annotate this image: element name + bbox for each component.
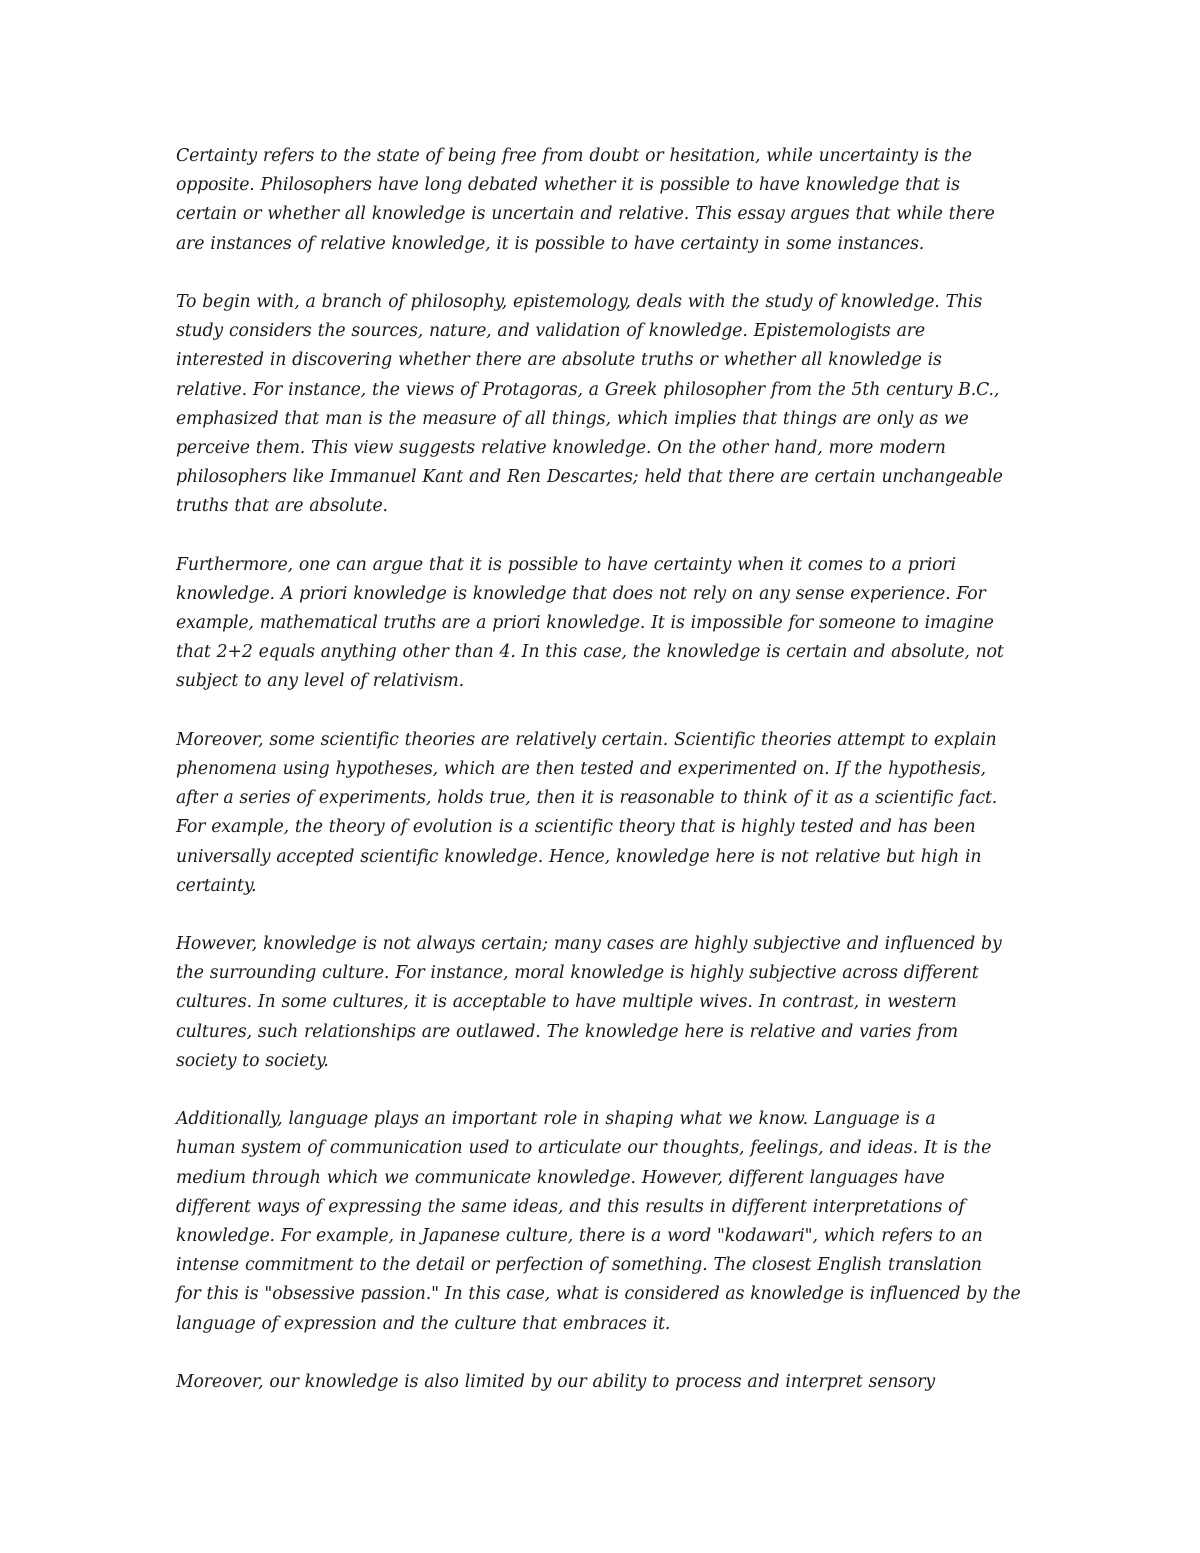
paragraph xyxy=(176,142,1036,259)
text-line: universally accepted scientific knowledge. Hence, knowledge here is not relative but high in xyxy=(176,846,982,867)
text-line: However, knowledge is not always certain; many cases are highly subjective and influenced by xyxy=(176,934,1002,955)
text-line: perceive them. This view suggests relative knowledge. On the other hand, more modern xyxy=(176,437,946,458)
paragraph xyxy=(176,1368,1036,1397)
text-line: subject to any level of relativism. xyxy=(176,671,464,692)
paragraph xyxy=(176,930,1036,1076)
text-line: human system of communication used to articulate our thoughts, feelings, and ideas. It is the xyxy=(176,1138,992,1159)
text-line: for this is "obsessive passion." In this case, what is considered as knowledge is influenced by the xyxy=(176,1284,1021,1305)
text-line: For example, the theory of evolution is a scientific theory that is highly tested and has been xyxy=(176,817,976,838)
text-line: interested in discovering whether there are absolute truths or whether all knowledge is xyxy=(176,350,942,371)
paragraph xyxy=(176,551,1036,697)
text-line: certain or whether all knowledge is uncertain and relative. This essay argues that while there xyxy=(176,204,995,225)
text-line: intense commitment to the detail or perfection of something. The closest English translation xyxy=(176,1255,982,1276)
text-line: relative. For instance, the views of Protagoras, a Greek philosopher from the 5th century B.C., xyxy=(176,379,1000,400)
text-line: opposite. Philosophers have long debated whether it is possible to have knowledge that is xyxy=(176,175,960,196)
text-line: Certainty refers to the state of being free from doubt or hesitation, while uncertainty is the xyxy=(176,146,972,166)
text-line: the surrounding culture. For instance, moral knowledge is highly subjective across different xyxy=(176,963,979,984)
text-line: phenomena using hypotheses, which are then tested and experimented on. If the hypothesis, xyxy=(176,758,986,779)
text-line: Furthermore, one can argue that it is possible to have certainty when it comes to a priori xyxy=(176,554,956,575)
text-line: medium through which we communicate knowledge. However, different languages have xyxy=(176,1167,945,1188)
text-line: To begin with, a branch of philosophy, epistemology, deals with the study of knowledge. This xyxy=(176,291,983,312)
text-line: that 2+2 equals anything other than 4. In this case, the knowledge is certain and absolute, not xyxy=(176,642,1004,663)
text-line: cultures. In some cultures, it is acceptable to have multiple wives. In contrast, in western xyxy=(176,992,957,1013)
paragraph xyxy=(176,726,1036,901)
text-line: knowledge. A priori knowledge is knowledge that does not rely on any sense experience. For xyxy=(176,583,986,604)
text-line: truths that are absolute. xyxy=(176,496,388,517)
text-line: Additionally, language plays an important role in shaping what we know. Language is a xyxy=(176,1109,936,1130)
text-line: Moreover, some scientific theories are relatively certain. Scientific theories attempt to explain xyxy=(176,729,997,750)
paragraph xyxy=(176,288,1036,522)
text-line: after a series of experiments, holds true, then it is reasonable to think of it as a scientific fact. xyxy=(176,788,998,809)
text-line: society to society. xyxy=(176,1050,329,1071)
paragraph xyxy=(176,1105,1036,1339)
text-line: cultures, such relationships are outlawed. The knowledge here is relative and varies from xyxy=(176,1021,958,1042)
text-line: language of expression and the culture that embraces it. xyxy=(176,1313,671,1334)
text-line: study considers the sources, nature, and validation of knowledge. Epistemologists are xyxy=(176,321,925,342)
text-line: different ways of expressing the same ideas, and this results in different interpretations of xyxy=(176,1196,965,1217)
text-line: emphasized that man is the measure of all things, which implies that things are only as we xyxy=(176,408,969,429)
essay-body xyxy=(176,142,1036,1426)
text-line: example, mathematical truths are a priori knowledge. It is impossible for someone to imagine xyxy=(176,613,994,633)
text-line: Moreover, our knowledge is also limited by our ability to process and interpret sensory xyxy=(176,1371,935,1392)
text-line: knowledge. For example, in Japanese culture, there is a word "kodawari", which refers to an xyxy=(176,1225,983,1246)
text-line: philosophers like Immanuel Kant and Ren Descartes; held that there are certain unchangeable xyxy=(176,467,1003,488)
text-line: certainty. xyxy=(176,875,257,896)
text-line: are instances of relative knowledge, it is possible to have certainty in some instances. xyxy=(176,233,925,254)
